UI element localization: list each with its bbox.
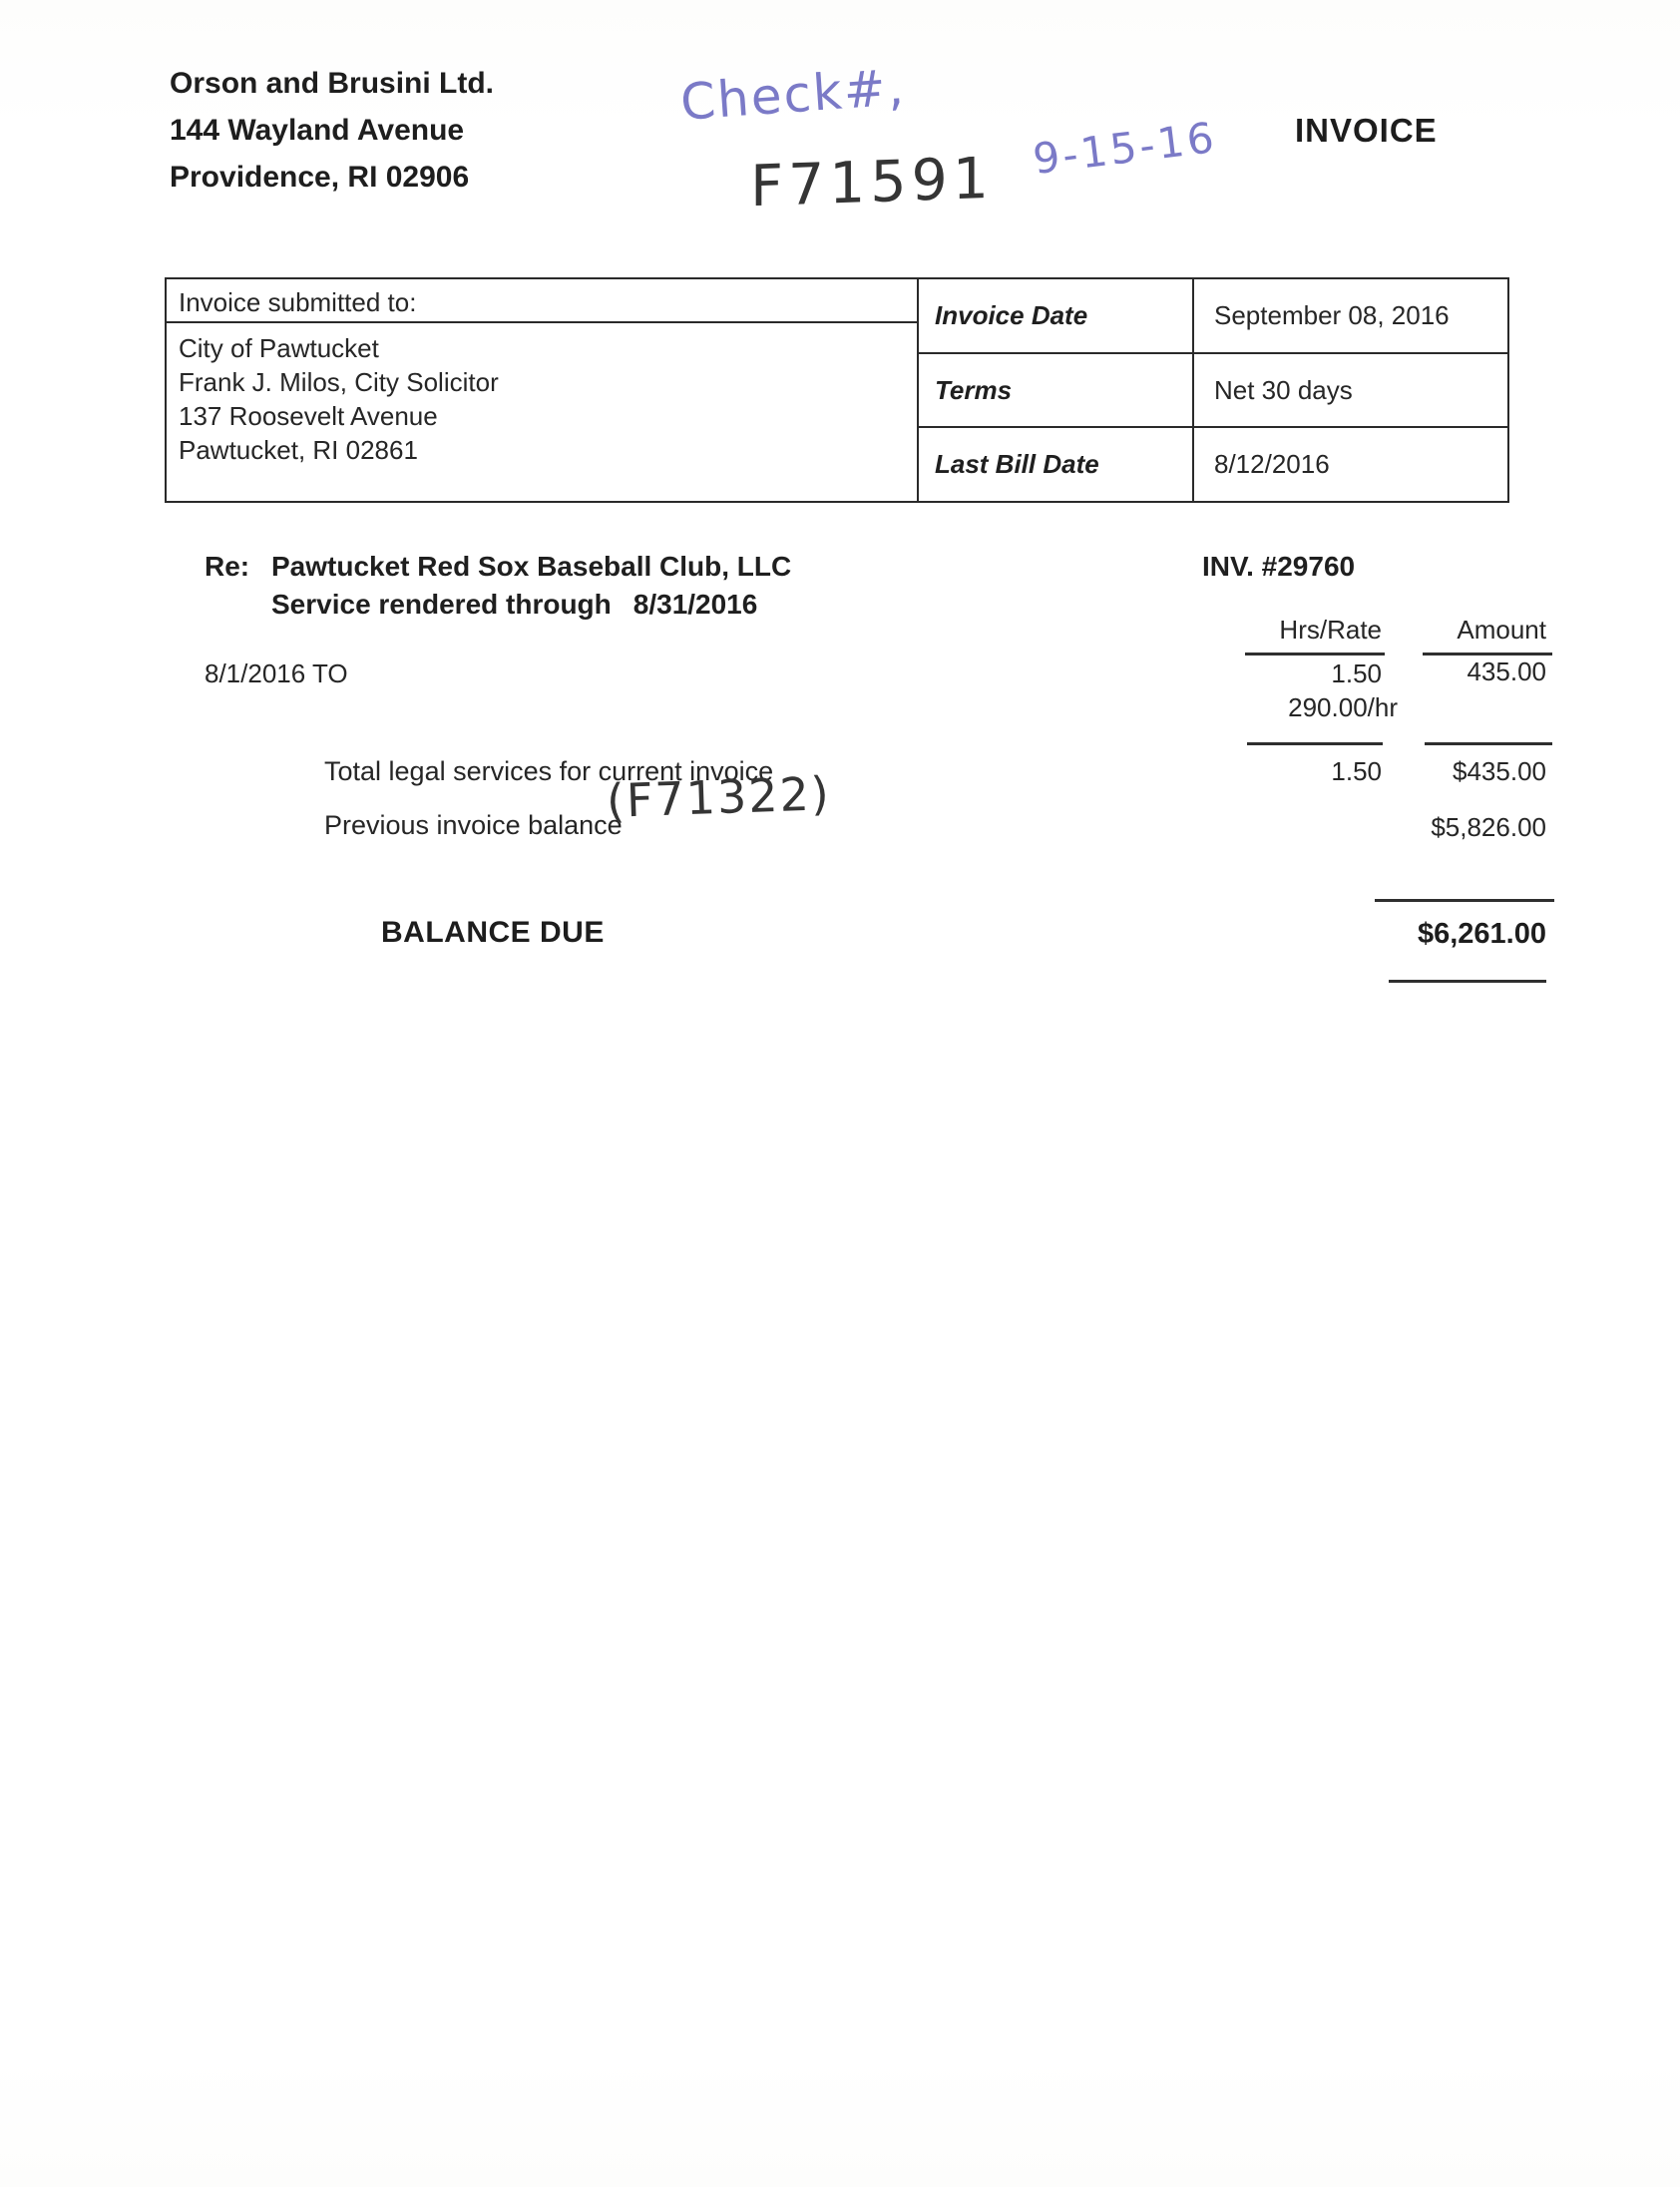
detail-row-invoice-date (919, 279, 1507, 354)
line-item-amount: 435.00 (1467, 656, 1546, 686)
submitted-to-header: Invoice submitted to: (167, 279, 917, 323)
line-item-description: 8/1/2016 TO (205, 658, 348, 688)
total-current-amount: $435.00 (1453, 756, 1546, 786)
handwritten-check-number: F71591 (750, 145, 995, 220)
re-service-period (271, 589, 757, 621)
hrs-rate-header-underline (1245, 653, 1385, 656)
address-line: 137 Roosevelt Avenue (179, 401, 438, 431)
detail-row-last-bill-date (919, 428, 1507, 501)
balance-due-top-rule (1375, 899, 1554, 902)
re-client-name: Pawtucket Red Sox Baseball Club, LLC (271, 551, 792, 582)
re-label: Re: (205, 551, 250, 582)
column-header-hrs-rate: Hrs/Rate (1279, 615, 1382, 645)
company-address-line1: 144 Wayland Avenue (170, 114, 465, 147)
re-service-date: 8/31/2016 (632, 589, 758, 620)
re-service-prefix: Service rendered through (271, 589, 612, 620)
detail-row-terms (919, 354, 1507, 429)
invoice-date-value: September 08, 2016 (1214, 299, 1450, 330)
terms-value: Net 30 days (1214, 374, 1353, 405)
balance-due-label: BALANCE DUE (381, 916, 605, 949)
handwritten-previous-check-number: (F71322) (606, 766, 832, 828)
address-line: City of Pawtucket (179, 333, 379, 363)
amount-total-rule (1425, 742, 1552, 745)
invoice-details (919, 279, 1507, 501)
amount-header-underline (1423, 653, 1552, 656)
previous-balance-label: Previous invoice balance (324, 810, 623, 840)
line-item-hours: 1.50 (1331, 658, 1382, 688)
page-title: INVOICE (1295, 112, 1438, 149)
previous-balance-amount: $5,826.00 (1431, 812, 1546, 842)
last-bill-date-label: Last Bill Date (919, 428, 1194, 501)
column-header-amount: Amount (1457, 615, 1546, 645)
company-address-line2: Providence, RI 02906 (170, 161, 470, 194)
line-item-rate: 290.00/hr (1288, 692, 1398, 722)
handwritten-date: 9-15-16 (1030, 112, 1220, 185)
company-name: Orson and Brusini Ltd. (170, 67, 495, 100)
handwritten-check-label: Check#, (678, 58, 908, 132)
company-block (170, 60, 494, 201)
address-line: Pawtucket, RI 02861 (179, 435, 418, 465)
line-item-hours-rate (1232, 656, 1398, 724)
submitted-to-address (167, 323, 917, 467)
total-current-label: Total legal services for current invoice (324, 756, 774, 786)
invoice-info-table (165, 277, 1509, 503)
submitted-to-cell (167, 279, 919, 501)
invoice-number: INV. #29760 (1202, 551, 1356, 582)
hrs-total-rule (1247, 742, 1383, 745)
total-current-hours: 1.50 (1331, 756, 1382, 786)
terms-label: Terms (919, 354, 1194, 427)
invoice-date-label: Invoice Date (919, 279, 1194, 352)
address-line: Frank J. Milos, City Solicitor (179, 367, 499, 397)
balance-due-amount: $6,261.00 (1417, 918, 1546, 950)
last-bill-date-value: 8/12/2016 (1214, 449, 1330, 480)
balance-due-bottom-rule (1389, 980, 1546, 983)
